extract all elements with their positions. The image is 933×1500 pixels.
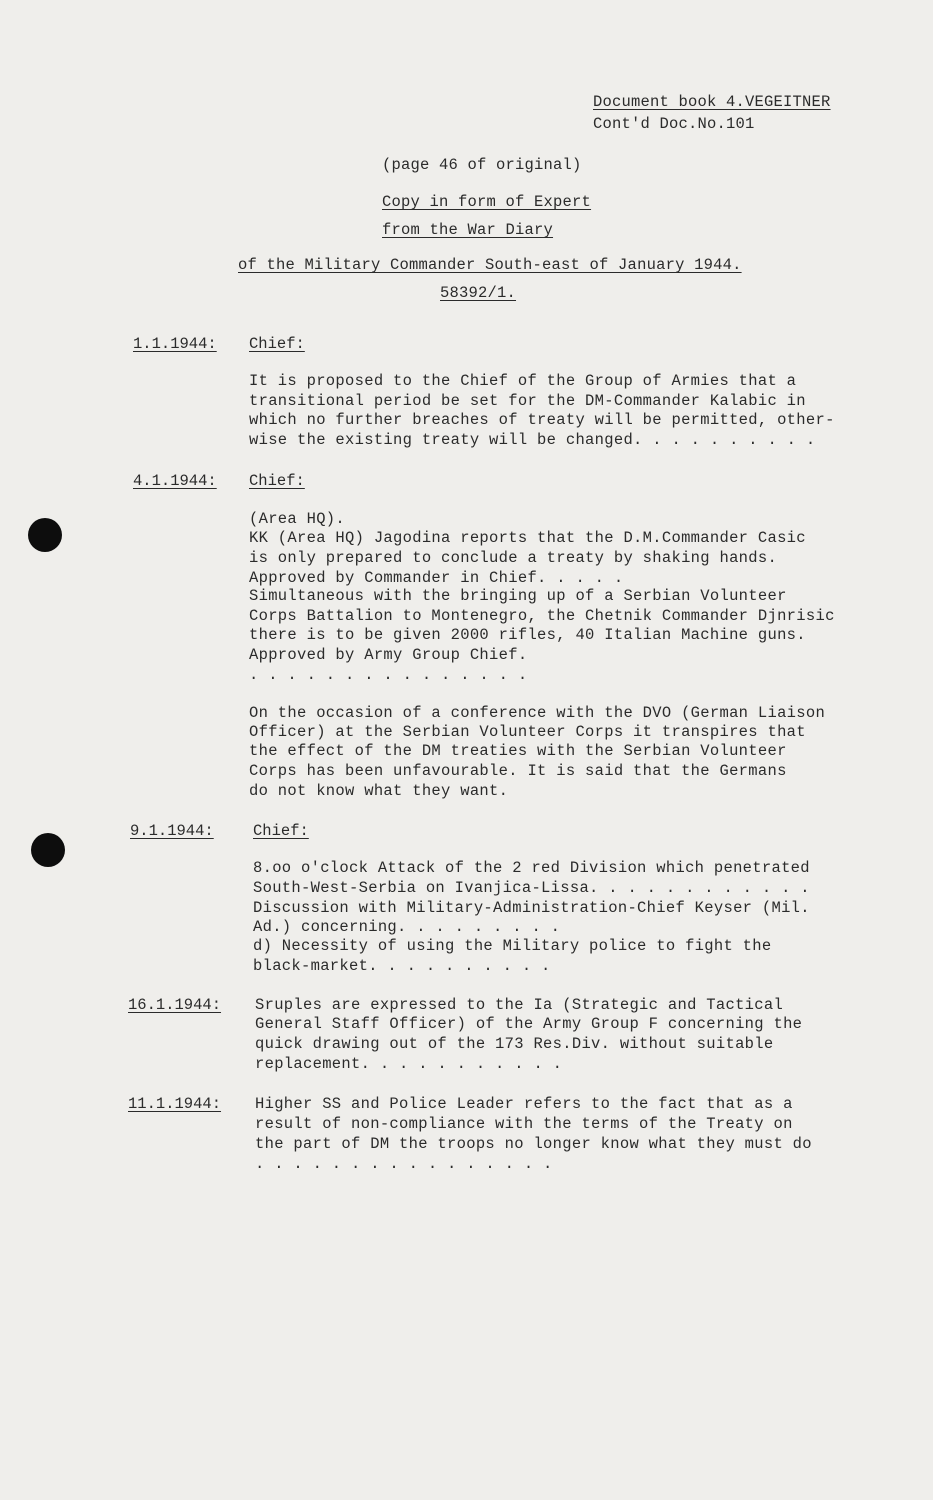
entry-line: On the occasion of a conference with the DVO (German Liaison	[249, 704, 826, 722]
entry-line: Simultaneous with the bringing up of a Serbian Volunteer	[249, 587, 787, 605]
entry-line: replacement. . . . . . . . . . .	[255, 1055, 563, 1073]
entry-line: which no further breaches of treaty will be permitted, other-	[249, 411, 835, 429]
entry-speaker: Chief:	[253, 822, 309, 840]
entry-date: 11.1.1944:	[128, 1095, 222, 1113]
entry-line: Approved by Commander in Chief. . . . .	[249, 569, 624, 587]
entry-date: 1.1.1944:	[133, 335, 217, 353]
entry-line: General Staff Officer) of the Army Group F concerning the	[255, 1015, 803, 1033]
entry-line: Officer) at the Serbian Volunteer Corps it transpires that	[249, 723, 806, 741]
entry-date: 4.1.1944:	[133, 472, 217, 490]
entry-line: black-market. . . . . . . . . .	[253, 957, 551, 975]
title-line-3: of the Military Commander South-east of January 1944.	[238, 256, 742, 274]
title-line-2: from the War Diary	[382, 221, 554, 239]
entry-line: quick drawing out of the 173 Res.Div. without suitable	[255, 1035, 774, 1053]
entry-line: the effect of the DM treaties with the Serbian Volunteer	[249, 742, 787, 760]
entry-speaker: Chief:	[249, 472, 305, 490]
entry-line: (Area HQ).	[249, 510, 346, 528]
entry-line: Corps has been unfavourable. It is said that the Germans	[249, 762, 787, 780]
entry-line: Approved by Army Group Chief.	[249, 646, 528, 664]
entry-line: KK (Area HQ) Jagodina reports that the D.M.Commander Casic	[249, 529, 806, 547]
entry-line: South-West-Serbia on Ivanjica-Lissa. . . . . . . . . . . .	[253, 879, 810, 897]
punch-hole	[31, 833, 65, 867]
continued-doc-number: Cont'd Doc.No.101	[593, 115, 755, 133]
entry-line: the part of DM the troops no longer know what they must do	[255, 1135, 812, 1153]
entry-line: wise the existing treaty will be changed. . . . . . . . . .	[249, 431, 816, 449]
entry-line: there is to be given 2000 rifles, 40 Italian Machine guns.	[249, 626, 806, 644]
document-number: 58392/1.	[440, 284, 517, 302]
entry-speaker: Chief:	[249, 335, 305, 353]
entry-line: 8.oo o'clock Attack of the 2 red Division which penetrated	[253, 859, 810, 877]
page-reference: (page 46 of original)	[382, 156, 582, 174]
entry-line: . . . . . . . . . . . . . . .	[249, 666, 528, 684]
entry-line: . . . . . . . . . . . . . . . .	[255, 1155, 553, 1173]
entry-line: d) Necessity of using the Military police to fight the	[253, 937, 772, 955]
entry-date: 9.1.1944:	[130, 822, 214, 840]
entry-line: It is proposed to the Chief of the Group of Armies that a	[249, 372, 797, 390]
entry-line: Corps Battalion to Montenegro, the Chetnik Commander Djnrisic	[249, 607, 835, 625]
entry-line: transitional period be set for the DM-Commander Kalabic in	[249, 392, 806, 410]
entry-date: 16.1.1944:	[128, 996, 222, 1014]
entry-line: Sruples are expressed to the Ia (Strategic and Tactical	[255, 996, 784, 1014]
title-line-1: Copy in form of Expert	[382, 193, 592, 211]
entry-line: Ad.) concerning. . . . . . . . .	[253, 918, 561, 936]
entry-line: is only prepared to conclude a treaty by shaking hands.	[249, 549, 778, 567]
entry-line: Higher SS and Police Leader refers to the fact that as a	[255, 1095, 793, 1113]
document-book-ref: Document book 4.VEGEITNER	[593, 93, 831, 111]
entry-line: result of non-compliance with the terms of the Treaty on	[255, 1115, 793, 1133]
entry-line: Discussion with Military-Administration-Chief Keyser (Mil.	[253, 899, 810, 917]
punch-hole	[28, 518, 62, 552]
entry-line: do not know what they want.	[249, 782, 509, 800]
